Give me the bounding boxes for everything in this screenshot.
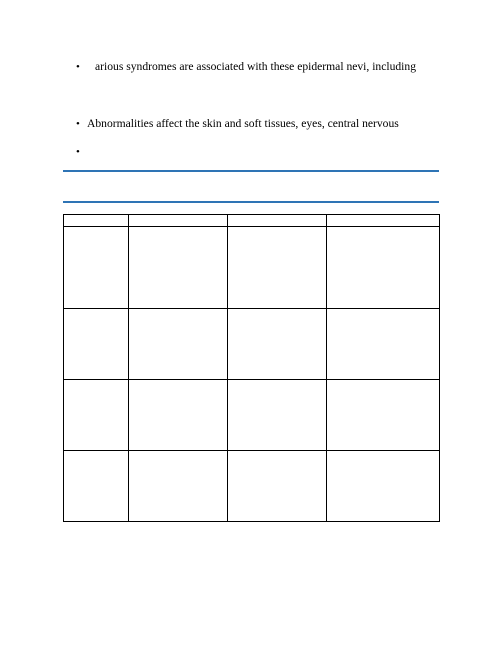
table-row: [64, 380, 440, 451]
table-cell: [327, 309, 440, 380]
bullet-icon: •: [76, 61, 80, 73]
bullet-icon: •: [76, 118, 80, 130]
table-row: [64, 227, 440, 309]
bullet-text: Abnormalities affect the skin and soft tissues, eyes, central nervous: [87, 117, 399, 130]
table-cell: [64, 451, 129, 522]
horizontal-rule: [63, 170, 439, 172]
data-table: [63, 214, 440, 522]
table-cell: [129, 451, 228, 522]
table-header-cell: [327, 215, 440, 227]
table-cell: [64, 309, 129, 380]
table-cell: [228, 451, 327, 522]
table-cell: [228, 380, 327, 451]
table-row: [64, 451, 440, 522]
table-cell: [129, 309, 228, 380]
table-cell: [327, 451, 440, 522]
table-cell: [129, 227, 228, 309]
table-header-cell: [228, 215, 327, 227]
table-row: [64, 309, 440, 380]
table-cell: [327, 227, 440, 309]
bullet-text: arious syndromes are associated with these epidermal nevi, including: [95, 60, 416, 73]
table-header-row: [64, 215, 440, 227]
table-header-cell: [64, 215, 129, 227]
table-cell: [129, 380, 228, 451]
table-cell: [64, 227, 129, 309]
table-header-cell: [129, 215, 228, 227]
table-cell: [228, 309, 327, 380]
table-cell: [228, 227, 327, 309]
horizontal-rule: [63, 201, 439, 203]
bullet-icon: •: [76, 146, 80, 158]
table-cell: [64, 380, 129, 451]
table-cell: [327, 380, 440, 451]
